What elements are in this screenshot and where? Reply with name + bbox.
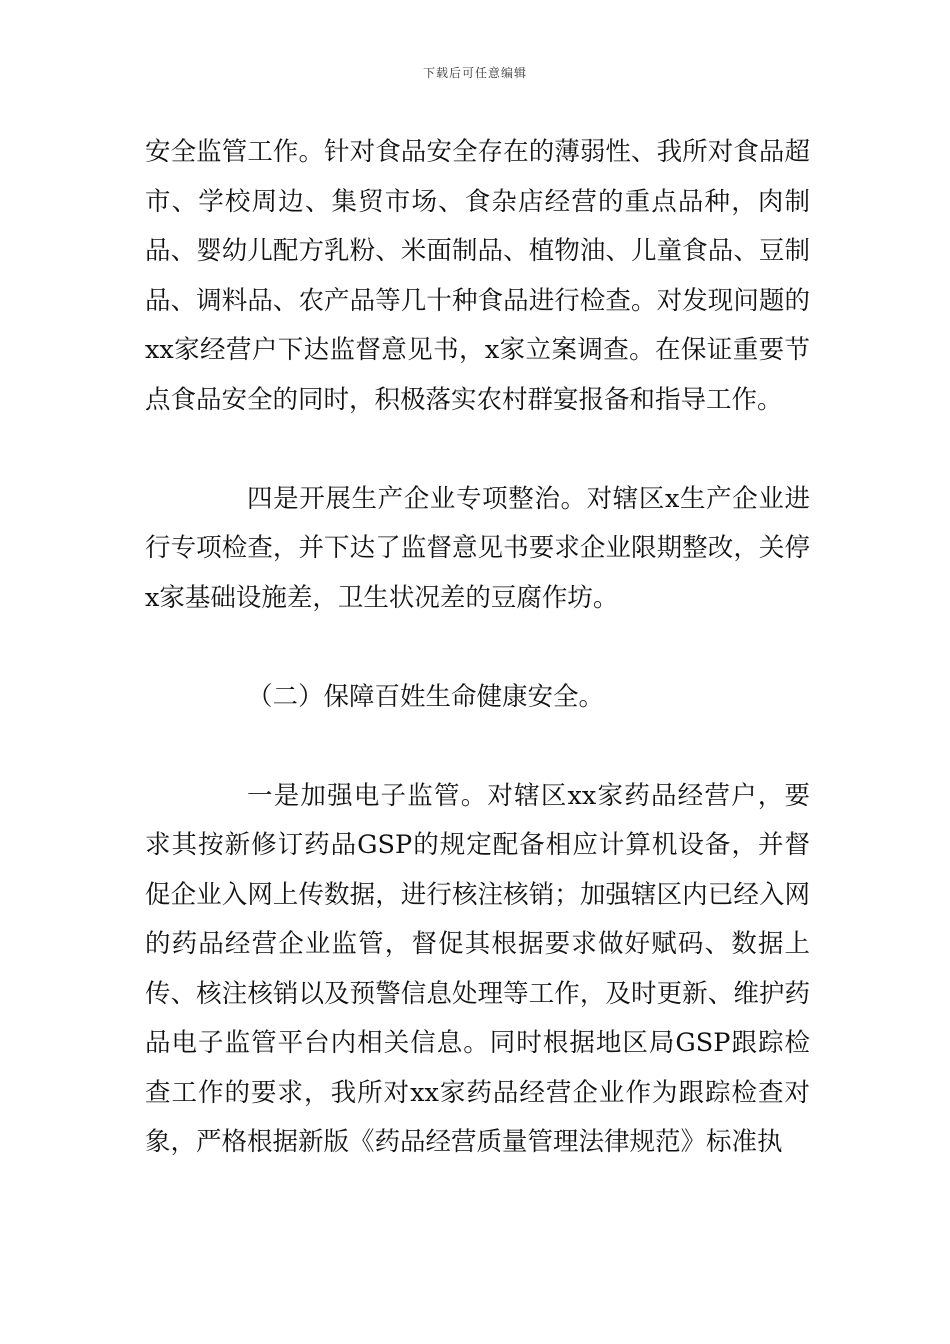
paragraph-food-safety: 安全监管工作。针对食品安全存在的薄弱性、我所对食品超市、学校周边、集贸市场、食杂店经营的重点品种，肉制品、婴幼儿配方乳粉、米面制品、植物油、儿童食品、豆制品、调料品、农产品等几十种食品进行检查。对发现问题的xx家经营户下达监督意见书，x家立案调查。在保证重要节点食品安全的同时，积极落实农村群宴报备和指导工作。 xyxy=(145,137,810,415)
paragraph-electronic-supervision: 一是加强电子监管。对辖区xx家药品经营户，要求其按新修订药品GSP的规定配备相应计算机设备，并督促企业入网上传数据，进行核注核销；加强辖区内已经入网的药品经营企业监管，督促其根据要求做好赋码、数据上传、核注核销以及预警信息处理等工作，及时更新、维护药品电子监管平台内相关信息。同时根据地区局GSP跟踪检查工作的要求，我所对xx家药品经营企业作为跟踪检查对象，严格根据新版《药品经营质量管理法律规范》标准执 xyxy=(145,780,810,1157)
paragraph-production-enterprise: 四是开展生产企业专项整治。对辖区x生产企业进行专项检查，并下达了监督意见书要求企业限期整改，关停x家基础设施差，卫生状况差的豆腐作坊。 xyxy=(145,483,810,613)
paragraph-spacer xyxy=(145,722,810,772)
paragraph-spacer xyxy=(145,623,810,673)
page-header: 下载后可任意编辑 xyxy=(422,66,527,80)
document-body xyxy=(145,128,810,1168)
paragraph-spacer xyxy=(145,425,810,475)
section-heading: （二）保障百姓生命健康安全。 xyxy=(247,681,605,712)
